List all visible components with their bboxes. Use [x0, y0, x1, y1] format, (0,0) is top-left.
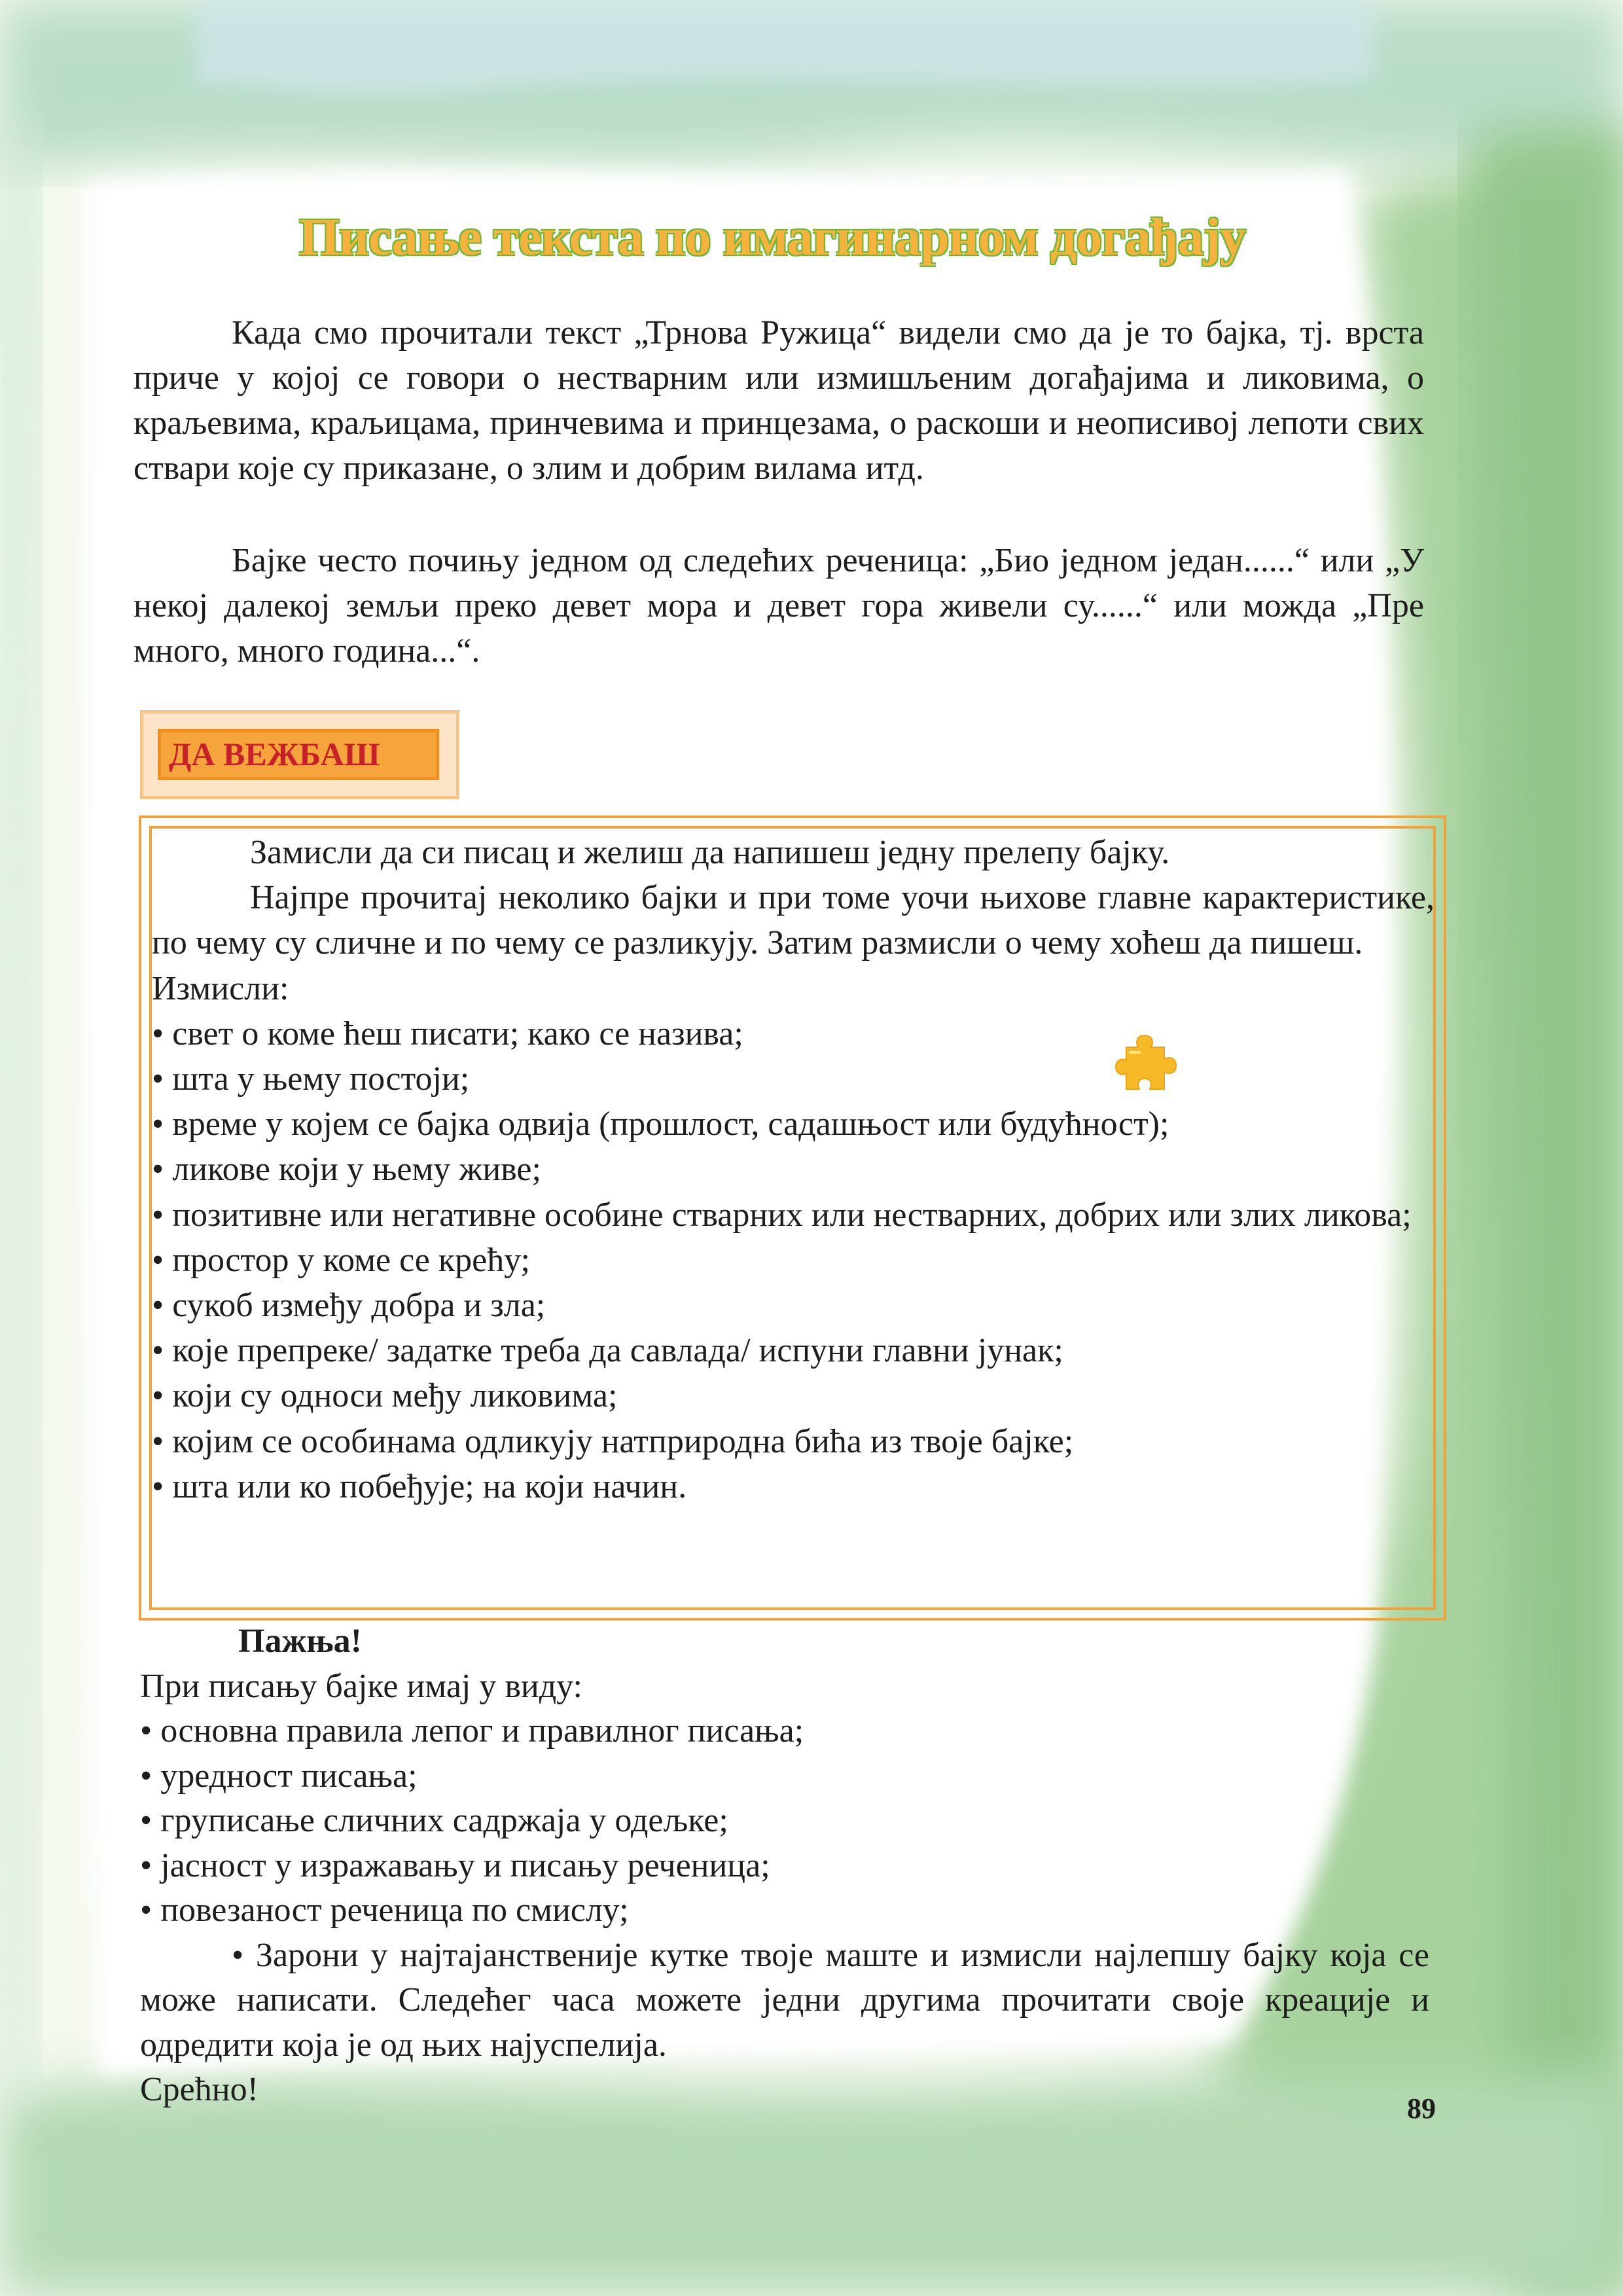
- attention-section: [140, 1619, 1429, 2113]
- list-item: • груписање сличних садржаја у одељке;: [140, 1802, 728, 1839]
- exercise-paragraph: [152, 875, 1435, 965]
- exercise-content: [152, 830, 1435, 1509]
- list-item: • које препреке/ задатке треба да савлада/ испуни главни јунак;: [152, 1332, 1063, 1370]
- closing-paragraph: [140, 1933, 1429, 2068]
- list-item: • шта или ко побеђује; на који начин.: [152, 1467, 687, 1505]
- list-item: • шта у њему постоји;: [152, 1060, 470, 1098]
- intro-paragraph-2-text: Бајке често почињу једном од следећих реченица: „Био једном један......“ или „У некој далекој земљи преко девет мора и девет гора живели су......“ или можда „Пре много, много година...“.: [134, 542, 1424, 670]
- list-item: • којим се особинама одликују натприродна бића из твоје бајке;: [152, 1422, 1074, 1460]
- intro-paragraph-1: [134, 310, 1424, 491]
- list-item: • позитивне или негативне особине стварних или нестварних, добрих или злих ликова;: [152, 1196, 1412, 1234]
- list-item: • свет о коме ћеш писати; како се назива;: [152, 1014, 743, 1052]
- closing-text: • Зарони у најтајанственије кутке твоје маште и измисли најлепшу бајку која се може написати. Следећег часа можете једни другима прочитати своје креације и одредити која је од њих најуспелија.: [140, 1936, 1429, 2064]
- attention-heading: Пажња!: [238, 1623, 362, 1660]
- list-item: • ликове који у њему живе;: [152, 1151, 541, 1189]
- list-item: • повезаност реченица по смислу;: [140, 1892, 629, 1929]
- exercise-line-2: Најпре прочитај неколико бајки и при томе уочи њихове главне карактеристике, по чему су сличне и по чему се разликују. Затим размисли о чему хоћеш да пишеш.: [152, 879, 1435, 962]
- exercise-line: [152, 830, 1435, 875]
- exercise-line-1: Замисли да си писац и желиш да напишеш једну прелепу бајку.: [250, 834, 1170, 871]
- intro-paragraph-1-text: Када смо прочитали текст „Трнова Ружица“ видели смо да је то бајка, тј. врста приче у којој се говори о нестварним или измишљеним догађајима и ликовима, о краљевима, краљицама, принчевима и принцезама, о раскоши и неописивој лепоти свих ствари које су приказане, о злим и добрим вилама итд.: [134, 314, 1424, 487]
- intro-paragraph-2: [134, 538, 1424, 673]
- page-title: Писање текста по имагинарном догађају: [298, 209, 1246, 266]
- list-item: • сукоб између добра и зла;: [152, 1287, 546, 1325]
- exercise-badge-label: ДА ВЕЖБАШ: [158, 729, 439, 780]
- puzzle-piece-icon: [1113, 1033, 1179, 1096]
- list-item: • простор у коме се крећу;: [152, 1241, 530, 1279]
- list-item: • време у којем се бајка одвија (прошлост, садашњост или будућност);: [152, 1105, 1169, 1143]
- exercise-badge: [140, 710, 459, 799]
- attention-intro: При писању бајке имај у виду:: [140, 1667, 582, 1705]
- list-item: • уредност писања;: [140, 1757, 418, 1795]
- good-luck-text: Срећно!: [140, 2071, 259, 2108]
- page-number: 89: [1407, 2092, 1436, 2125]
- list-item: • који су односи међу ликовима;: [152, 1377, 618, 1415]
- list-item: • основна правила лепог и правилног писања;: [140, 1712, 804, 1749]
- invent-heading: Измисли:: [152, 969, 289, 1007]
- list-item: • јасност у изражавању и писању реченица;: [140, 1846, 770, 1884]
